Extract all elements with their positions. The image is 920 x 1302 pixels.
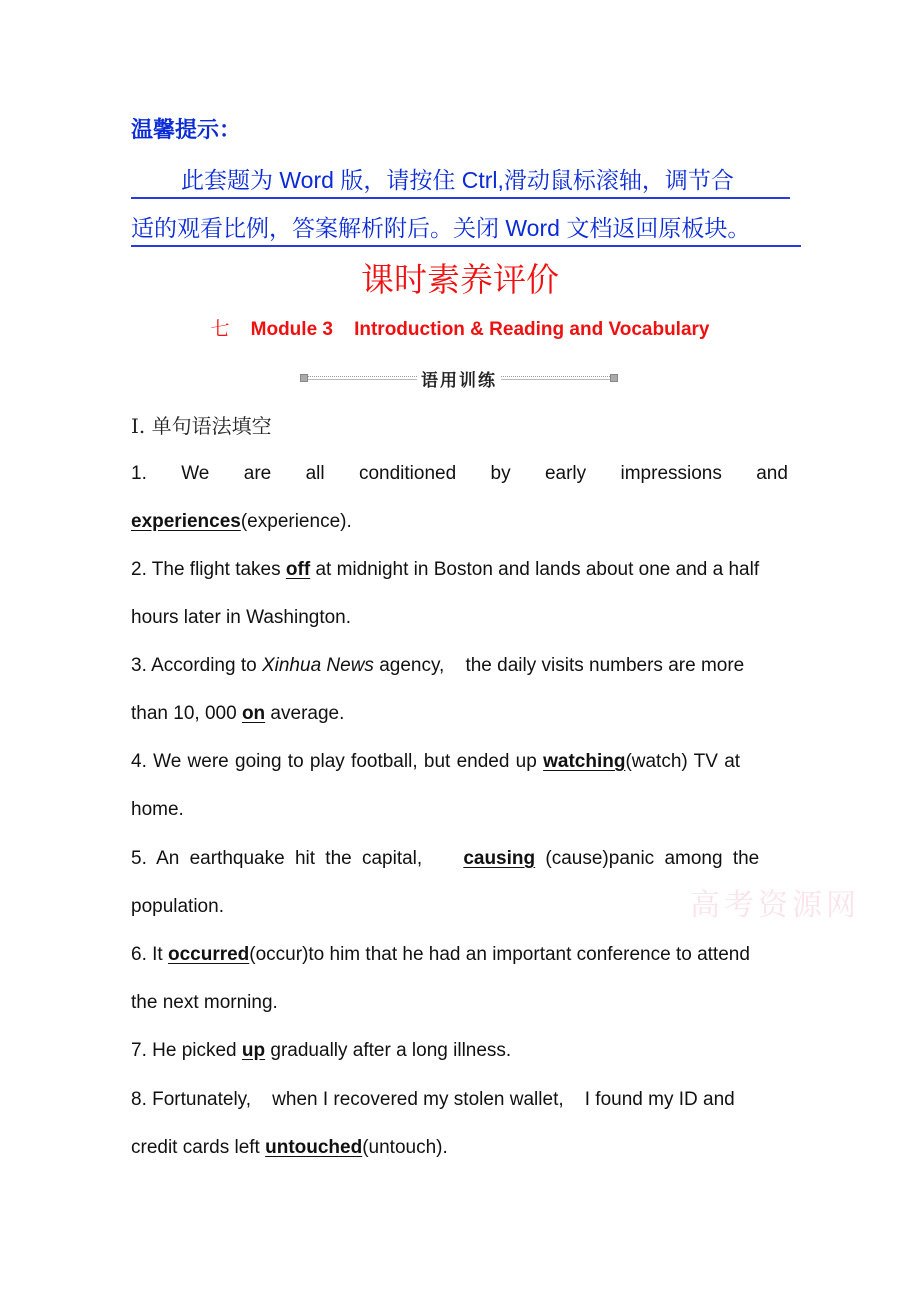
- lesson-number: 七: [210, 318, 230, 340]
- question-2-line-2: hours later in Washington.: [131, 607, 352, 628]
- question-5-line-1: [131, 846, 788, 872]
- answer-3: on: [241, 703, 266, 724]
- question-7-line-1: [131, 1038, 788, 1064]
- question-8-line-2: [131, 1135, 788, 1161]
- question-text: average.: [265, 703, 345, 724]
- question-text: 7. He picked: [131, 1040, 242, 1061]
- question-text: (untouch).: [362, 1137, 448, 1158]
- question-text: (watch) TV at: [625, 751, 741, 772]
- question-text: credit cards left: [131, 1137, 266, 1158]
- lesson-subtitle: [0, 315, 920, 344]
- word: impressions: [620, 463, 722, 484]
- divider-label: 语用训练: [421, 370, 497, 390]
- answer-1: experiences: [131, 511, 241, 532]
- agency-name: Xinhua News: [261, 655, 374, 676]
- answer-4: watching: [543, 751, 626, 772]
- question-text: 5. An earthquake hit the capital,: [131, 848, 464, 869]
- divider-end-right-icon: [610, 374, 618, 382]
- question-1-line-1: [131, 461, 788, 487]
- question-8-line-1: 8. Fortunately, when I recovered my stolen wallet, I found my ID and: [131, 1089, 735, 1110]
- word: all: [305, 463, 325, 484]
- word: 1.: [131, 463, 147, 484]
- question-3-line-2: [131, 701, 788, 727]
- question-2-line-1: [131, 557, 788, 583]
- word: We: [181, 463, 210, 484]
- section-divider: [300, 366, 618, 390]
- question-text: than 10, 000: [131, 703, 242, 724]
- notice-title: 温馨提示：: [131, 117, 242, 142]
- answer-5: causing: [463, 848, 536, 869]
- divider-end-left-icon: [300, 374, 308, 382]
- divider-line-left: [308, 376, 417, 380]
- divider-line-right: [501, 376, 610, 380]
- watermark: 高考资源网: [690, 888, 860, 923]
- question-text: (occur)to him that he had an important conference to attend: [249, 944, 750, 965]
- answer-2: off: [285, 559, 311, 580]
- word: early: [544, 463, 587, 484]
- word: are: [243, 463, 272, 484]
- question-text: 6. It: [131, 944, 168, 965]
- question-6-line-1: [131, 942, 788, 968]
- question-text: agency, the daily visits numbers are more: [373, 655, 745, 676]
- answer-7: up: [241, 1040, 266, 1061]
- notice-link-line-1[interactable]: 此套题为 Word 版，请按住 Ctrl,滑动鼠标滚轴，调节合: [131, 165, 790, 199]
- notice-link-line-2[interactable]: 适的观看比例，答案解析附后。关闭 Word 文档返回原板块。: [131, 213, 801, 247]
- question-text: (experience).: [240, 511, 352, 532]
- word: conditioned: [358, 463, 457, 484]
- question-text: (cause)panic among the: [535, 848, 760, 869]
- word: by: [490, 463, 511, 484]
- answer-8: untouched: [265, 1137, 363, 1158]
- question-3-line-1: [131, 653, 788, 679]
- question-1-line-2: [131, 509, 788, 535]
- section-heading: Ⅰ. 单句语法填空: [131, 414, 272, 438]
- question-text: 3. According to: [131, 655, 262, 676]
- question-text: gradually after a long illness.: [265, 1040, 512, 1061]
- word: and: [756, 463, 788, 484]
- question-4-line-1: [131, 749, 788, 775]
- question-4-line-2: home.: [131, 799, 184, 820]
- question-5-line-2: population.: [131, 896, 224, 917]
- page-title: 课时素养评价: [361, 260, 559, 299]
- question-text: 4. We were going to play football, but ended up: [131, 751, 544, 772]
- question-text: 2. The flight takes: [131, 559, 286, 580]
- answer-6: occurred: [167, 944, 250, 965]
- question-6-line-2: the next morning.: [131, 992, 278, 1013]
- lesson-name: Module 3 Introduction & Reading and Vocabulary: [250, 319, 710, 340]
- question-text: at midnight in Boston and lands about one and a half: [310, 559, 760, 580]
